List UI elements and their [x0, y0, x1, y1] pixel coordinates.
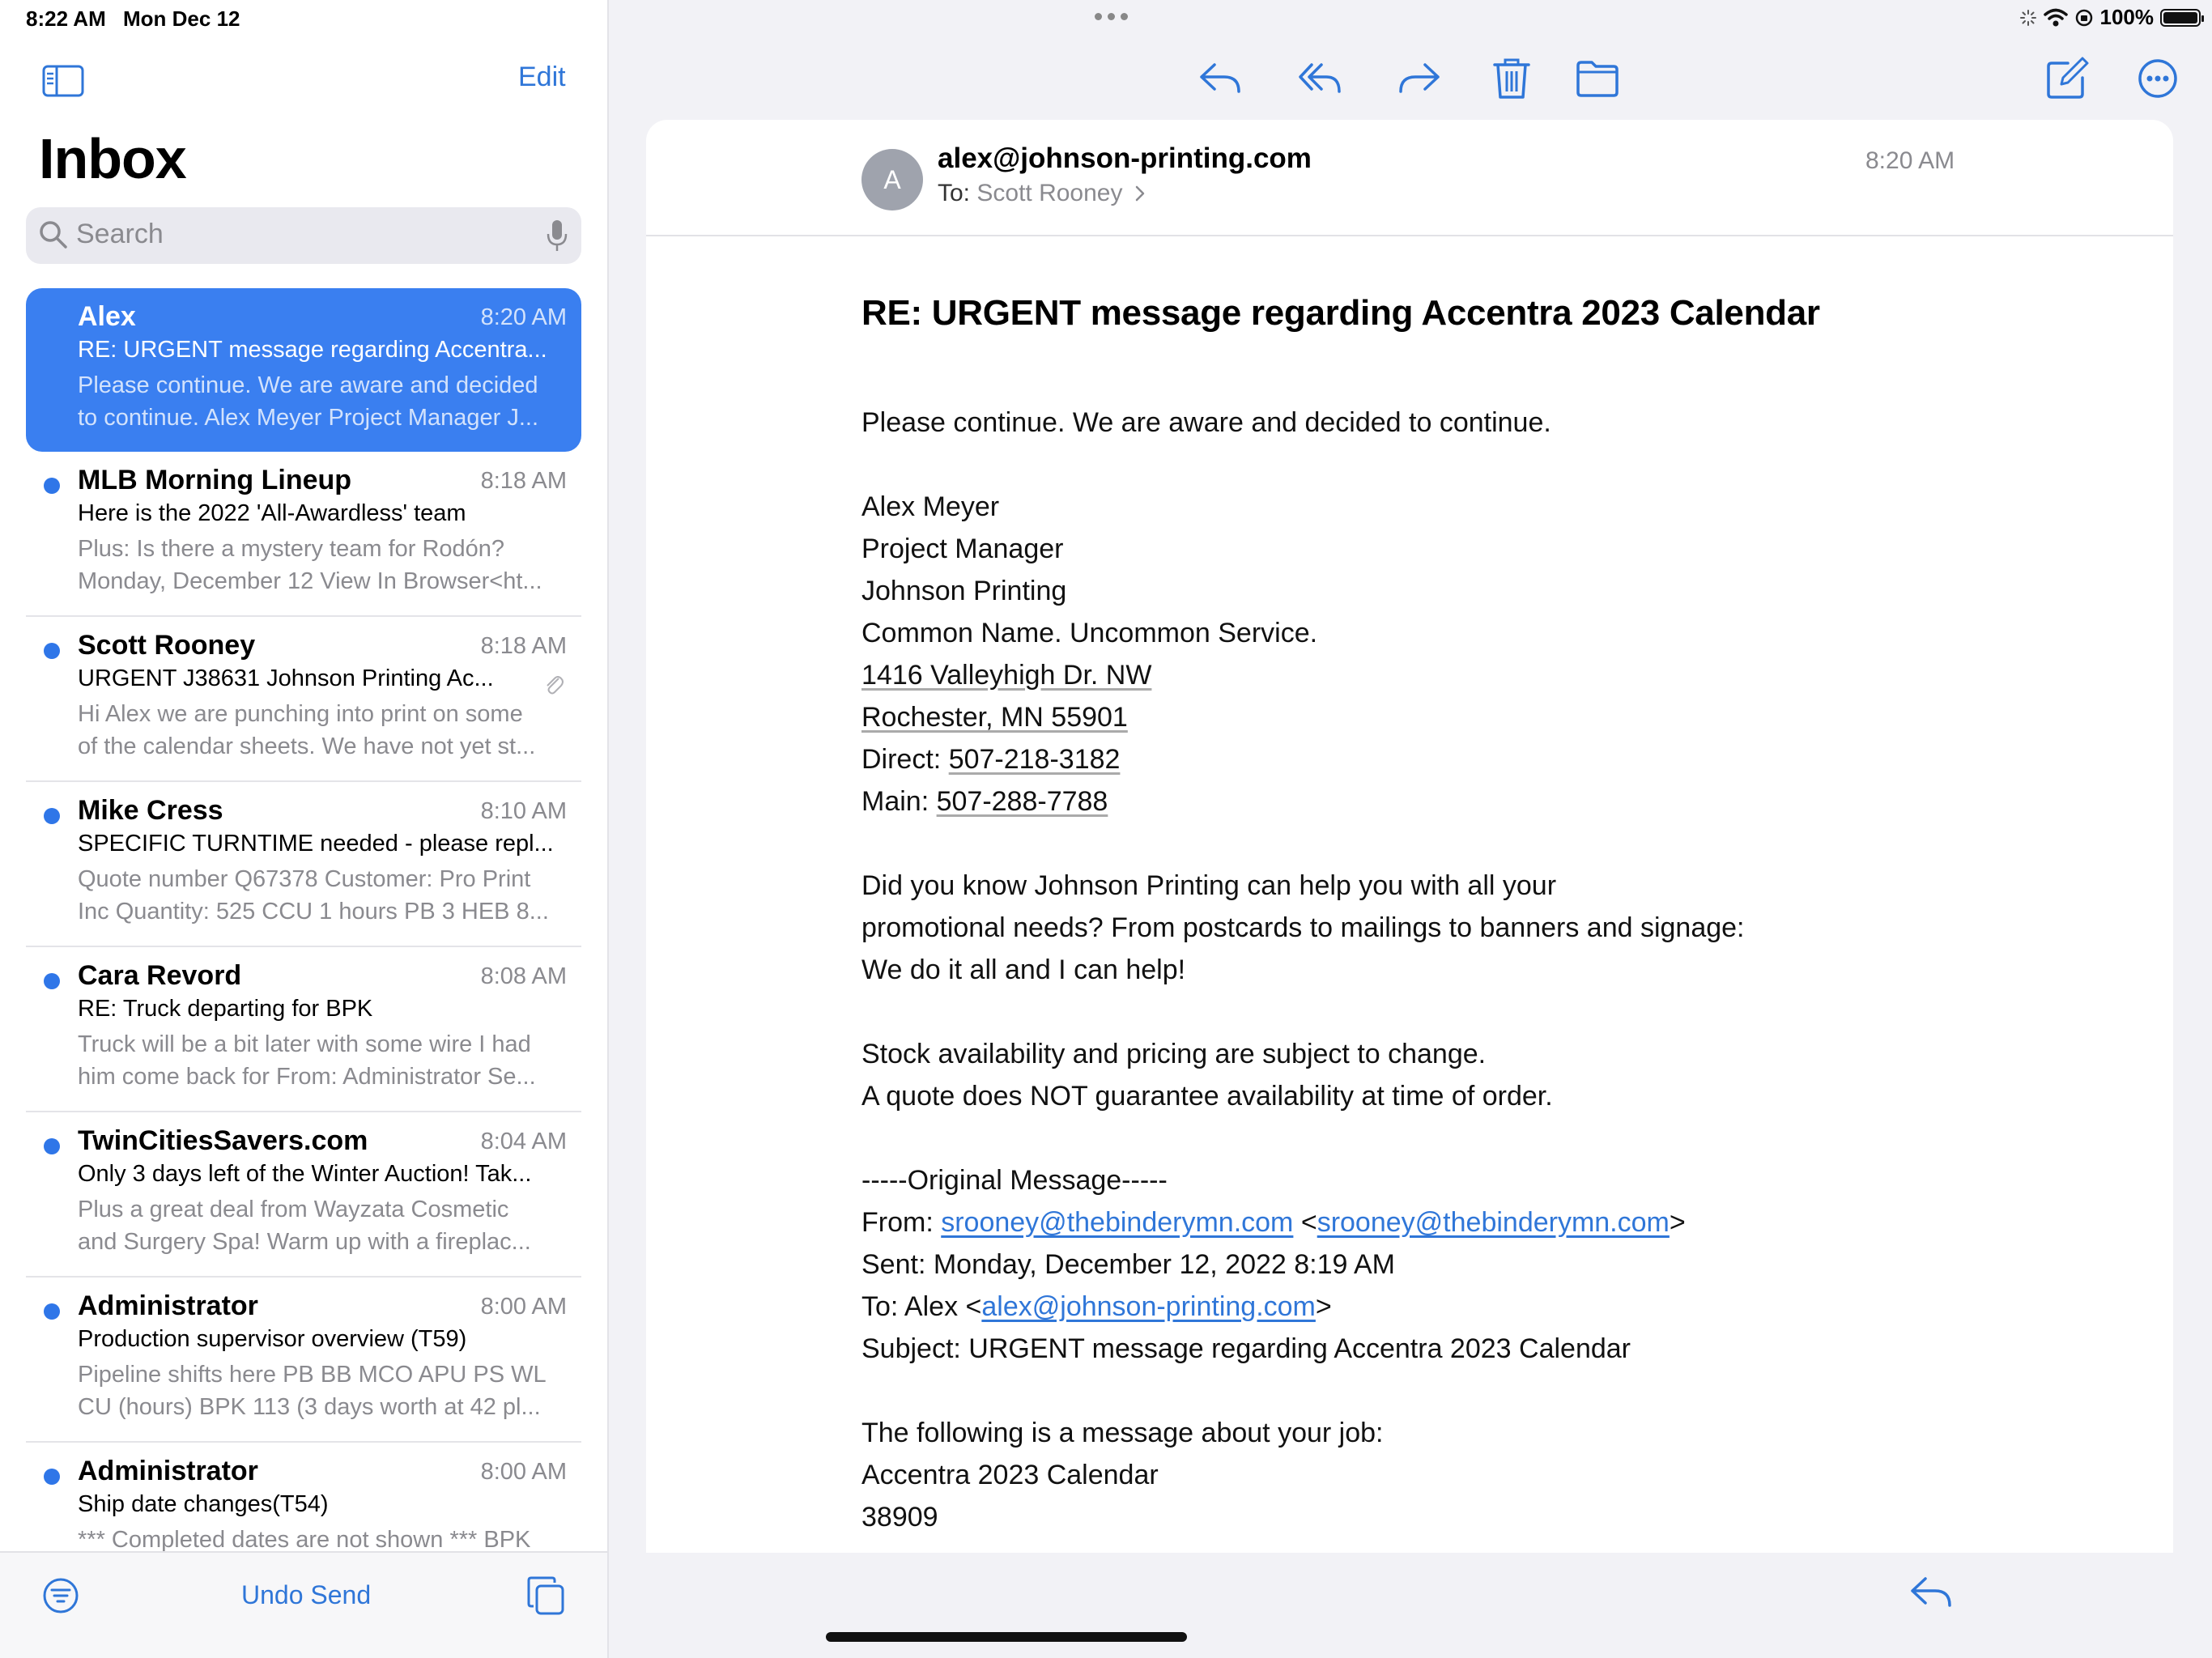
- filter-icon[interactable]: [42, 1577, 79, 1614]
- wifi-icon: [2044, 8, 2068, 28]
- message-list: [26, 288, 581, 1551]
- signature-title: Project Manager: [861, 534, 1064, 564]
- job-number: 38909: [861, 1502, 938, 1533]
- orig-to-label: To: Alex <: [861, 1291, 982, 1322]
- message-sender: Cara Revord: [78, 960, 242, 991]
- message-subject: Production supervisor overview (T59): [78, 1326, 467, 1352]
- more-icon[interactable]: [2134, 55, 2181, 102]
- message-row[interactable]: [26, 1112, 581, 1278]
- message-row[interactable]: [26, 1443, 581, 1551]
- address-city-link[interactable]: Rochester, MN 55901: [861, 702, 1128, 733]
- undo-send-button[interactable]: Undo Send: [241, 1580, 372, 1609]
- sender-address[interactable]: alex@johnson-printing.com: [938, 142, 1312, 174]
- address-street-link[interactable]: 1416 Valleyhigh Dr. NW: [861, 660, 1152, 691]
- message-preview: Pipeline shifts here PB BB MCO APU PS WL CU (hours) BPK 113 (3 days worth at 42 pl...: [78, 1362, 547, 1420]
- unread-indicator: [44, 1469, 60, 1485]
- reply-all-icon[interactable]: [1295, 55, 1342, 102]
- message-row[interactable]: [26, 947, 581, 1112]
- email-subject: RE: URGENT message regarding Accentra 2023 Calendar: [861, 293, 1820, 333]
- recipient-line[interactable]: [938, 180, 1146, 207]
- message-sender: TwinCitiesSavers.com: [78, 1125, 368, 1156]
- recipient-name[interactable]: Scott Rooney: [976, 180, 1123, 206]
- reply-icon[interactable]: [1197, 55, 1244, 102]
- message-time: 8:18 AM: [480, 468, 567, 494]
- body-line: Did you know Johnson Printing can help you with all your: [861, 870, 1557, 901]
- message-sender: Scott Rooney: [78, 630, 256, 661]
- signature-name: Alex Meyer: [861, 491, 1000, 522]
- message-preview: Plus: Is there a mystery team for Rodón? Monday, December 12 View In Browser<ht...: [78, 536, 542, 594]
- message-time: 8:18 AM: [480, 633, 567, 659]
- microphone-icon[interactable]: [546, 219, 568, 253]
- battery-icon: [2160, 9, 2201, 27]
- status-date: Mon Dec 12: [123, 6, 240, 31]
- multitasking-dots[interactable]: [1095, 13, 1128, 20]
- message-time: 8:00 AM: [480, 1459, 567, 1485]
- message-sender: Administrator: [78, 1456, 258, 1486]
- message-preview: Quote number Q67378 Customer: Pro Print Inc Quantity: 525 CCU 1 hours PB 3 HEB 8...: [78, 866, 549, 925]
- orig-from-email-link-2[interactable]: srooney@thebinderymn.com: [1317, 1207, 1670, 1238]
- orig-from-email-link[interactable]: srooney@thebinderymn.com: [941, 1207, 1294, 1238]
- home-indicator[interactable]: [826, 1632, 1187, 1642]
- unread-indicator: [44, 478, 60, 494]
- page-title: Inbox: [39, 127, 186, 190]
- message-time: 8:10 AM: [480, 798, 567, 824]
- status-time: 8:22 AM: [26, 6, 106, 31]
- body-line: The following is a message about your job:: [861, 1418, 1384, 1448]
- email-time: 8:20 AM: [1865, 147, 1955, 174]
- reply-icon[interactable]: [1908, 1572, 1955, 1614]
- search-icon: [37, 219, 70, 251]
- email-body: Please continue. We are aware and decided to continue. Alex Meyer Project Manager Johnson Printing Common Name. Uncommon Service. 1416 Valleyhigh Dr. NW Rochester, MN 55901 Direct: 507-218-3182 Main: 507-288-7788 Did you know Johnson Printing can help you with all your promotional needs? From postcards to mailings to banners and signage: We do it all and I can help! Stock availability and pricing are subject to change. A quote does NOT guarantee availability at time of order. -----Original Message----- From: srooney@thebinderymn.com <srooney@thebinderymn.com> Sent: Monday, December 12, 2022 8:19 AM To: Alex <alex@johnson-printing.com> Subject: URGENT message regarding Accentra 2023 Calendar The following is a message about your job: Accentra 2023 Calendar 38909: [861, 402, 2125, 1538]
- message-subject: Only 3 days left of the Winter Auction! Tak...: [78, 1161, 532, 1187]
- to-label: To:: [938, 180, 971, 206]
- direct-label: Direct:: [861, 744, 949, 775]
- message-subject: RE: URGENT message regarding Accentra...: [78, 337, 547, 363]
- edit-button[interactable]: Edit: [518, 62, 566, 92]
- chevron-right-icon: [1134, 185, 1146, 202]
- message-subject: URGENT J38631 Johnson Printing Ac...: [78, 665, 494, 691]
- unread-indicator: [44, 1138, 60, 1154]
- message-subject: Ship date changes(T54): [78, 1491, 329, 1517]
- forward-icon[interactable]: [1396, 55, 1443, 102]
- copy-icon[interactable]: [526, 1575, 565, 1616]
- main-phone-link[interactable]: 507-288-7788: [936, 786, 1108, 817]
- trash-icon[interactable]: [1488, 55, 1535, 102]
- message-sender: Alex: [78, 301, 136, 332]
- message-preview: Please continue. We are aware and decided to continue. Alex Meyer Project Manager J...: [78, 372, 538, 431]
- avatar[interactable]: A: [861, 149, 923, 210]
- compose-icon[interactable]: [2044, 55, 2091, 102]
- message-time: 8:04 AM: [480, 1129, 567, 1154]
- body-line: Stock availability and pricing are subject to change.: [861, 1039, 1487, 1069]
- message-preview: *** Completed dates are not shown *** BPK: [78, 1527, 531, 1551]
- paperclip-icon: [542, 672, 564, 696]
- message-preview: Hi Alex we are punching into print on some of the calendar sheets. We have not yet st...: [78, 701, 536, 759]
- detail-footer: [646, 1553, 2173, 1658]
- message-time: 8:08 AM: [480, 963, 567, 989]
- message-preview: Plus a great deal from Wayzata Cosmetic and Surgery Spa! Warm up with a fireplac...: [78, 1197, 531, 1255]
- message-row[interactable]: [26, 288, 581, 452]
- signature-tagline: Common Name. Uncommon Service.: [861, 618, 1318, 648]
- orig-sent: Sent: Monday, December 12, 2022 8:19 AM: [861, 1249, 1395, 1280]
- message-preview: Truck will be a bit later with some wire I had him come back for From: Administrator Se...: [78, 1031, 536, 1090]
- message-row[interactable]: [26, 782, 581, 947]
- signature-company: Johnson Printing: [861, 576, 1067, 606]
- orig-to-email-link[interactable]: alex@johnson-printing.com: [981, 1291, 1316, 1322]
- battery-percent: 100%: [2099, 5, 2154, 29]
- original-message-header: -----Original Message-----: [861, 1165, 1168, 1196]
- unread-indicator: [44, 1303, 60, 1320]
- message-sender: MLB Morning Lineup: [78, 465, 352, 495]
- message-row[interactable]: [26, 617, 581, 782]
- unread-indicator: [44, 643, 60, 659]
- message-row[interactable]: [26, 452, 581, 617]
- sidebar-toggle-icon[interactable]: [42, 65, 84, 97]
- status-indicators: [2019, 5, 2201, 30]
- body-line: A quote does NOT guarantee availability at time of order.: [861, 1081, 1553, 1112]
- search-input[interactable]: [26, 207, 581, 264]
- body-line: We do it all and I can help!: [861, 954, 1186, 985]
- message-detail: [646, 120, 2173, 1553]
- body-line: promotional needs? From postcards to mailings to banners and signage:: [861, 912, 1745, 943]
- direct-phone-link[interactable]: 507-218-3182: [948, 744, 1121, 775]
- unread-indicator: [44, 973, 60, 989]
- message-time: 8:20 AM: [480, 304, 567, 330]
- folder-icon[interactable]: [1574, 55, 1621, 102]
- message-time: 8:00 AM: [480, 1294, 567, 1320]
- header-divider: [646, 235, 2173, 236]
- job-name: Accentra 2023 Calendar: [861, 1460, 1159, 1490]
- message-subject: Here is the 2022 'All-Awardless' team: [78, 500, 466, 526]
- search-placeholder: Search: [76, 219, 164, 249]
- orig-subject: Subject: URGENT message regarding Accentra 2023 Calendar: [861, 1333, 1631, 1364]
- body-line: Please continue. We are aware and decided to continue.: [861, 407, 1551, 438]
- main-label: Main:: [861, 786, 937, 817]
- orientation-lock-icon: [2074, 8, 2094, 28]
- message-row[interactable]: [26, 1278, 581, 1443]
- message-sender: Mike Cress: [78, 795, 223, 826]
- message-subject: SPECIFIC TURNTIME needed - please repl...: [78, 831, 554, 857]
- mailbox-sidebar: [0, 0, 609, 1658]
- activity-icon: [2019, 9, 2037, 27]
- message-subject: RE: Truck departing for BPK: [78, 996, 373, 1022]
- sidebar-footer: [0, 1551, 607, 1658]
- message-sender: Administrator: [78, 1290, 258, 1321]
- unread-indicator: [44, 808, 60, 824]
- orig-from-label: From:: [861, 1207, 942, 1238]
